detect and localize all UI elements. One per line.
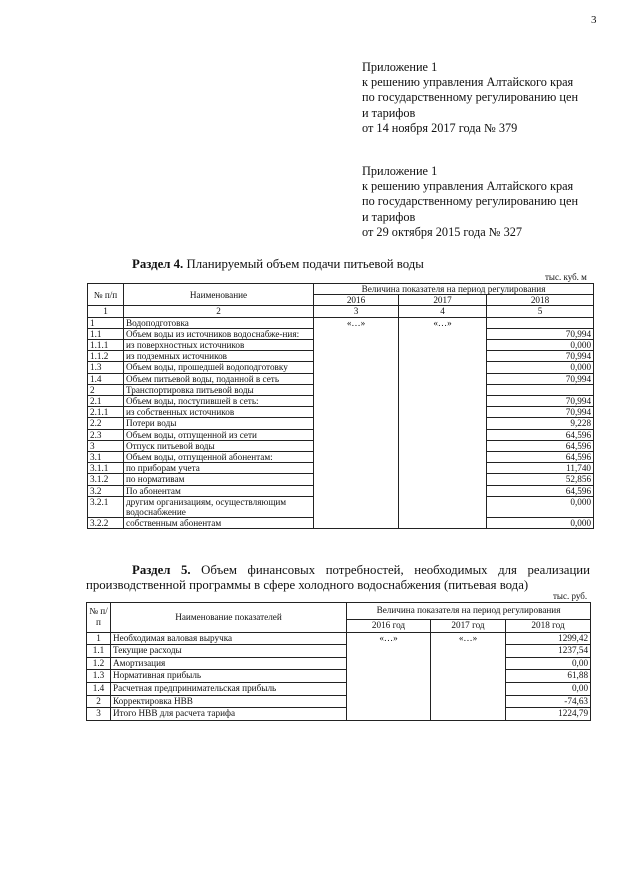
section4-label: Раздел 4. [132, 257, 184, 271]
row-name: Водоподготовка [124, 317, 314, 328]
row-name: Нормативная прибыль [111, 670, 347, 683]
row-num: 1.1 [87, 645, 111, 658]
appendix-line: от 14 ноября 2017 года № 379 [362, 120, 518, 135]
appendix-line: к решению управления Алтайского края [362, 179, 574, 194]
appendix-line: и тарифов [362, 209, 416, 224]
value-2018 [487, 384, 594, 395]
value-2018: 11,740 [487, 463, 594, 474]
value-2018: 64,596 [487, 452, 594, 463]
value-2017-cell [399, 317, 487, 529]
value-2017-placeholder: «…» [458, 632, 478, 643]
value-2018: 70,994 [487, 351, 594, 362]
row-num: 1.1.2 [88, 351, 124, 362]
value-2018: 0,000 [487, 340, 594, 351]
row-name: Необходимая валовая выручка [111, 632, 347, 645]
value-2018: 64,596 [487, 429, 594, 440]
value-2018: 64,596 [487, 485, 594, 496]
section5-title [86, 563, 590, 593]
row-num: 2.3 [88, 429, 124, 440]
value-2018: 61,88 [506, 670, 591, 683]
value-2018: 0,000 [487, 518, 594, 529]
table-row [87, 695, 591, 708]
value-2018: 70,994 [487, 407, 594, 418]
row-num: 2.2 [88, 418, 124, 429]
value-2016-placeholder: «…» [379, 632, 398, 643]
row-num: 3.1.2 [88, 474, 124, 485]
table-row [87, 645, 591, 658]
table-row [88, 317, 594, 328]
value-2018: 0,000 [487, 496, 594, 517]
appendix-line: по государственному регулированию цен [362, 194, 579, 209]
appendix-header-original [362, 164, 632, 240]
index-cell: 3 [314, 306, 399, 317]
row-name: другим организациям, осуществляющим водоснабжение [124, 496, 314, 517]
table-row [87, 682, 591, 695]
header-year-2018: 2018 год [506, 620, 591, 633]
appendix-line: Приложение 1 [362, 60, 438, 74]
value-2018 [487, 317, 594, 328]
row-name: Отпуск питьевой воды [124, 440, 314, 451]
row-num: 1 [87, 632, 111, 645]
section4-title-text: Планируемый объем подачи питьевой воды [183, 257, 424, 271]
row-num: 2 [87, 695, 111, 708]
header-year-2017: 2017 [399, 295, 487, 306]
row-name: По абонентам [124, 485, 314, 496]
table-row [87, 632, 591, 645]
row-num: 1.2 [87, 657, 111, 670]
row-num: 1 [88, 317, 124, 328]
row-num: 3.1 [88, 452, 124, 463]
header-name: Наименование показателей [111, 603, 347, 633]
appendix-line: и тарифов [362, 105, 416, 120]
row-num: 1.4 [88, 373, 124, 384]
row-name: Объем воды, отпущенной из сети [124, 429, 314, 440]
index-cell: 1 [88, 306, 124, 317]
value-2018: 52,856 [487, 474, 594, 485]
header-period: Величина показателя на период регулирования [347, 603, 591, 620]
row-name: Итого НВВ для расчета тарифа [111, 708, 347, 721]
appendix-header-current [362, 60, 632, 136]
row-name: из поверхностных источников [124, 340, 314, 351]
row-num: 1.3 [88, 362, 124, 373]
value-2018: 0,00 [506, 657, 591, 670]
section4-title [132, 257, 424, 272]
row-name: Объем воды из источников водоснабже-ния: [124, 328, 314, 339]
row-name: Расчетная предпринимательская прибыль [111, 682, 347, 695]
appendix-line: от 29 октября 2015 года № 327 [362, 224, 523, 239]
appendix-line: по государственному регулированию цен [362, 90, 579, 105]
header-period: Величина показателя на период регулирования [314, 284, 594, 295]
row-num: 1.3 [87, 670, 111, 683]
row-num: 3.2 [88, 485, 124, 496]
row-name: Амортизация [111, 657, 347, 670]
value-2016-cell [314, 317, 399, 529]
row-name: Объем воды, отпущенной абонентам: [124, 452, 314, 463]
row-name: Текущие расходы [111, 645, 347, 658]
section4-table [87, 283, 594, 529]
section5-title-text: Объем финансовых потребностей, необходимых для реализации производственной программы в сфере холодного водоснабжения (питьевая вода) [86, 563, 590, 592]
row-name: собственным абонентам [124, 518, 314, 529]
page-number: 3 [591, 14, 597, 26]
section5-unit: тыс. руб. [553, 591, 588, 601]
row-name: по приборам учета [124, 463, 314, 474]
value-2018: 1299,42 [506, 632, 591, 645]
row-num: 1.1 [88, 328, 124, 339]
table-row [87, 657, 591, 670]
value-2016-placeholder: «…» [346, 317, 366, 328]
row-num: 1.4 [87, 682, 111, 695]
index-cell: 2 [124, 306, 314, 317]
value-2018: -74,63 [506, 695, 591, 708]
header-year-2016: 2016 [314, 295, 399, 306]
appendix-line: к решению управления Алтайского края [362, 75, 574, 90]
table-row [87, 708, 591, 721]
table-index-row [88, 306, 594, 317]
row-name: из собственных источников [124, 407, 314, 418]
row-name: Объем воды, прошедшей водоподготовку [124, 362, 314, 373]
index-cell: 4 [399, 306, 487, 317]
value-2016-cell [347, 632, 431, 720]
row-num: 1.1.1 [88, 340, 124, 351]
appendix-line: Приложение 1 [362, 164, 438, 178]
header-num: № п/п [87, 603, 111, 633]
value-2018: 70,994 [487, 373, 594, 384]
header-num: № п/п [88, 284, 124, 306]
row-name: Объем питьевой воды, поданной в сеть [124, 373, 314, 384]
section4-unit: тыс. куб. м [545, 272, 587, 282]
value-2018: 64,596 [487, 440, 594, 451]
value-2018: 0,00 [506, 682, 591, 695]
value-2017-placeholder: «…» [433, 317, 452, 328]
header-year-2018: 2018 [487, 295, 594, 306]
value-2018: 1224,79 [506, 708, 591, 721]
row-num: 3.2.1 [88, 496, 124, 517]
row-num: 3 [88, 440, 124, 451]
value-2017-cell [431, 632, 506, 720]
header-name: Наименование [124, 284, 314, 306]
row-num: 3.1.1 [88, 463, 124, 474]
row-name: Транспортировка питьевой воды [124, 384, 314, 395]
row-name: из подземных источников [124, 351, 314, 362]
header-year-2017: 2017 год [431, 620, 506, 633]
value-2018: 70,994 [487, 396, 594, 407]
section5-label: Раздел 5. [132, 563, 191, 577]
value-2018: 1237,54 [506, 645, 591, 658]
value-2018: 9,228 [487, 418, 594, 429]
row-num: 2.1.1 [88, 407, 124, 418]
value-2018: 70,994 [487, 328, 594, 339]
section5-table [86, 602, 591, 721]
table-header-row [88, 284, 594, 295]
row-num: 3 [87, 708, 111, 721]
index-cell: 5 [487, 306, 594, 317]
row-num: 2.1 [88, 396, 124, 407]
row-name: по нормативам [124, 474, 314, 485]
value-2018: 0,000 [487, 362, 594, 373]
table-header-row [87, 603, 591, 620]
row-name: Объем воды, поступившей в сеть: [124, 396, 314, 407]
table-row [87, 670, 591, 683]
row-num: 2 [88, 384, 124, 395]
header-year-2016: 2016 год [347, 620, 431, 633]
row-name: Потери воды [124, 418, 314, 429]
row-num: 3.2.2 [88, 518, 124, 529]
row-name: Корректировка НВВ [111, 695, 347, 708]
